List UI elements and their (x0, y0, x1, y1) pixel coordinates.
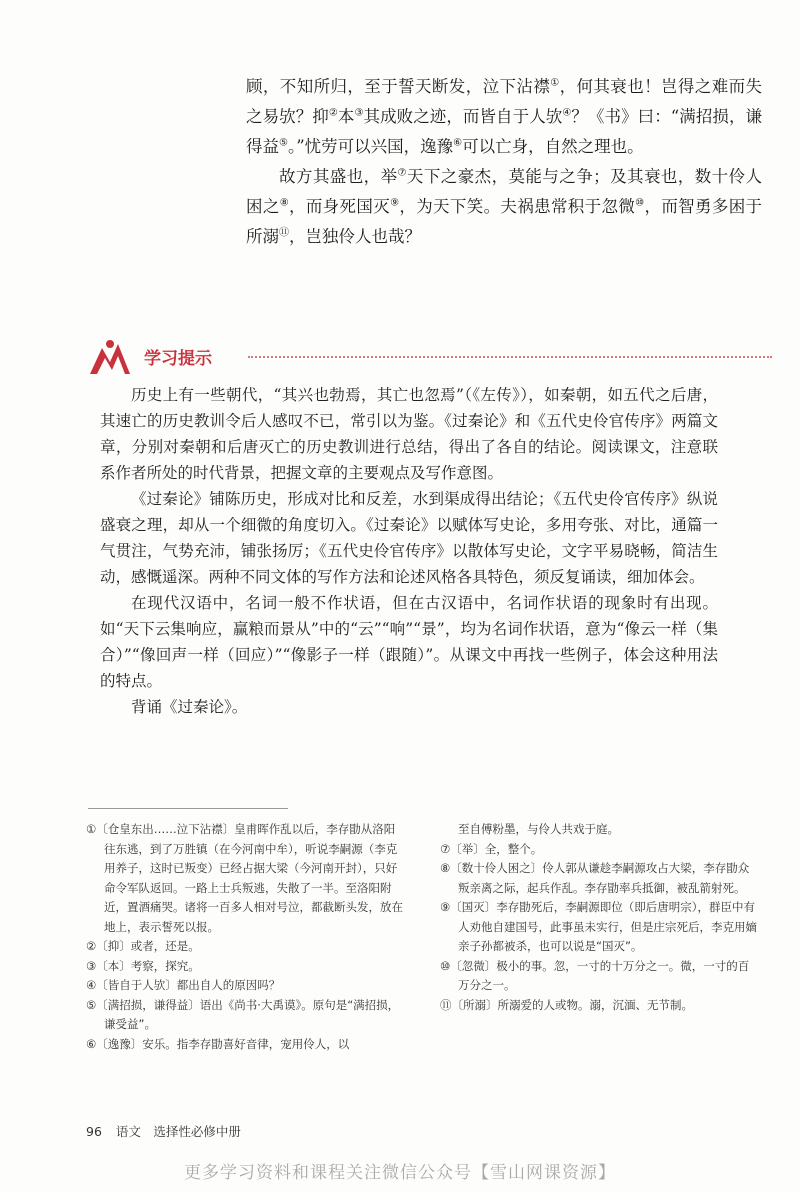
study-tips-logo-icon (88, 336, 132, 376)
text-run: 故方其盛也，举 (279, 167, 398, 186)
footnote-marker[interactable]: ④ (562, 107, 572, 119)
footnote-divider (88, 808, 288, 809)
footnote-marker[interactable]: ⑨ (390, 197, 400, 209)
footnotes-right-column (440, 820, 760, 1015)
text-run: ，为天下笑。夫祸患常积于忽微 (399, 197, 636, 216)
book-title: 语文 选择性必修中册 (115, 1124, 241, 1139)
footnote-marker[interactable]: ① (550, 77, 560, 89)
tips-paragraph: 在现代汉语中，名词一般不作状语，但在古汉语中，名词作状语的现象时有出现。如“天下云集响应，赢粮而景从”中的“云”“响”“景”，均为名词作状语，意为“像云一样（集合）”“像回声一样（回应）”“像影子一样（跟随）”。从课文中再找一些例子，体会这种用法的特点。 (100, 594, 718, 690)
footnote-8: ⑧〔数十伶人困之〕伶人郭从谦趁李嗣源攻占大梁，李存勖众叛亲离之际，起兵作乱。李存勖率兵抵御，被乱箭射死。 (440, 861, 750, 895)
footnote-marker[interactable]: ② (328, 107, 338, 119)
footnote-9: ⑨〔国灭〕李存勖死后，李嗣源即位（即后唐明宗），群臣中有人劝他自建国号，此事虽未实行，但是庄宗死后，李克用嫡亲子孙都被杀，也可以说是“国灭”。 (440, 900, 757, 953)
main-text (246, 72, 762, 252)
tips-paragraph: 历史上有一些朝代，“其兴也勃焉，其亡也忽焉”（《左传》），如秦朝，如五代之后唐，其速亡的历史教训令后人感叹不已，常引以为鉴。《过秦论》和《五代史伶官传序》两篇文章，分别对秦朝和后唐灭亡的历史教训进行总结，得出了各自的结论。阅读课文，注意联系作者所处的时代背景，把握文章的主要观点及写作意图。 (100, 386, 718, 482)
footnote-4: ④〔皆自于人欤〕都出自人的原因吗？ (86, 978, 281, 992)
footnotes-left-column (86, 820, 404, 1054)
text-run: 其成败之迹，而皆自于人欤 (363, 107, 563, 126)
footnote-11: ⑪〔所溺〕所溺爱的人或物。溺，沉湎、无节制。 (440, 997, 693, 1012)
page-footer (86, 1122, 241, 1140)
footnote-marker[interactable]: ⑥ (453, 137, 463, 149)
footnote-7: ⑦〔举〕全，整个。 (440, 841, 543, 856)
footnote-5: ⑤〔满招损，谦得益〕语出《尚书·大禹谟》。原句是“满招损，谦受益”。 (86, 997, 400, 1031)
watermark-text: 更多学习资料和课程关注微信公众号【雪山网课资源】 (184, 1163, 616, 1183)
footnote-marker[interactable]: ③ (354, 107, 364, 119)
footnote-marker[interactable]: ⑧ (279, 197, 289, 209)
study-tips-header (88, 336, 772, 376)
main-paragraph-2 (246, 162, 762, 252)
text-run: 可以亡身，自然之理也。 (462, 137, 644, 156)
study-tips-body (100, 382, 718, 720)
footnote-6: ⑥〔逸豫〕安乐。指李存勖喜好音律，宠用伶人，以 (86, 1036, 350, 1051)
page-number: 96 (86, 1124, 102, 1139)
footnote-marker[interactable]: ⑦ (397, 167, 407, 179)
footnote-10: ⑩〔忽微〕极小的事。忽，一寸的十万分之一。微，一寸的百万分之一。 (440, 958, 750, 992)
text-run: ？《书》曰：“满招损，谦得益 (246, 107, 763, 156)
footnote-marker[interactable]: ⑤ (279, 137, 288, 149)
text-run: 。”忧劳可以兴国，逸豫 (287, 137, 454, 156)
text-run: 本 (337, 107, 355, 126)
text-run: ，而身死国灭 (289, 197, 391, 216)
text-run: ，岂独伶人也哉？ (289, 227, 421, 246)
tips-paragraph: 背诵《过秦论》。 (131, 698, 248, 716)
footnote-1: ①〔仓皇东出……泣下沾襟〕皇甫晖作乱以后，李存勖从洛阳往东逃，到了万胜镇（在今河南中牟），听说李嗣源（李克用养子，这时已叛变）已经占据大梁（今河南开封），只好命令军队返回。一路上士兵叛逃，失散了一半。至洛阳附近，置酒痛哭。诸将一百多人相对号泣，都截断头发，放在地上，表示誓死以报。 (86, 822, 403, 934)
footnote-marker[interactable]: ⑪ (279, 227, 289, 239)
footnote-6-continued: 至自傅粉墨，与伶人共戏于庭。 (458, 822, 619, 836)
text-run: ，而智勇多困于所溺 (246, 197, 763, 246)
footnote-3: ③〔本〕考察，探究。 (86, 958, 200, 973)
text-run: ，何其衰也！岂得之难而失之易欤？抑 (246, 77, 763, 126)
footnote-marker[interactable]: ⑩ (635, 197, 645, 209)
footnote-2: ②〔抑〕或者，还是。 (86, 939, 200, 953)
text-run: 顾，不知所归，至于誓天断发，泣下沾襟 (246, 77, 551, 96)
main-paragraph-1 (246, 72, 762, 162)
tips-paragraph: 《过秦论》铺陈历史，形成对比和反差，水到渠成得出结论；《五代史伶官传序》纵说盛衰之理，却从一个细微的角度切入。《过秦论》以赋体写史论，多用夸张、对比，通篇一气贯注，气势充沛，铺张扬厉；《五代史伶官传序》以散体写史论，文字平易晓畅，简洁生动，感慨遥深。两种不同文体的写作方法和论述风格各具特色，须反复诵读，细加体会。 (100, 490, 718, 586)
dotted-divider (248, 356, 772, 358)
text-run: 天下之豪杰，莫能与之争；及其衰也，数十伶人困之 (246, 167, 763, 216)
study-tips-title: 学习提示 (144, 349, 212, 369)
